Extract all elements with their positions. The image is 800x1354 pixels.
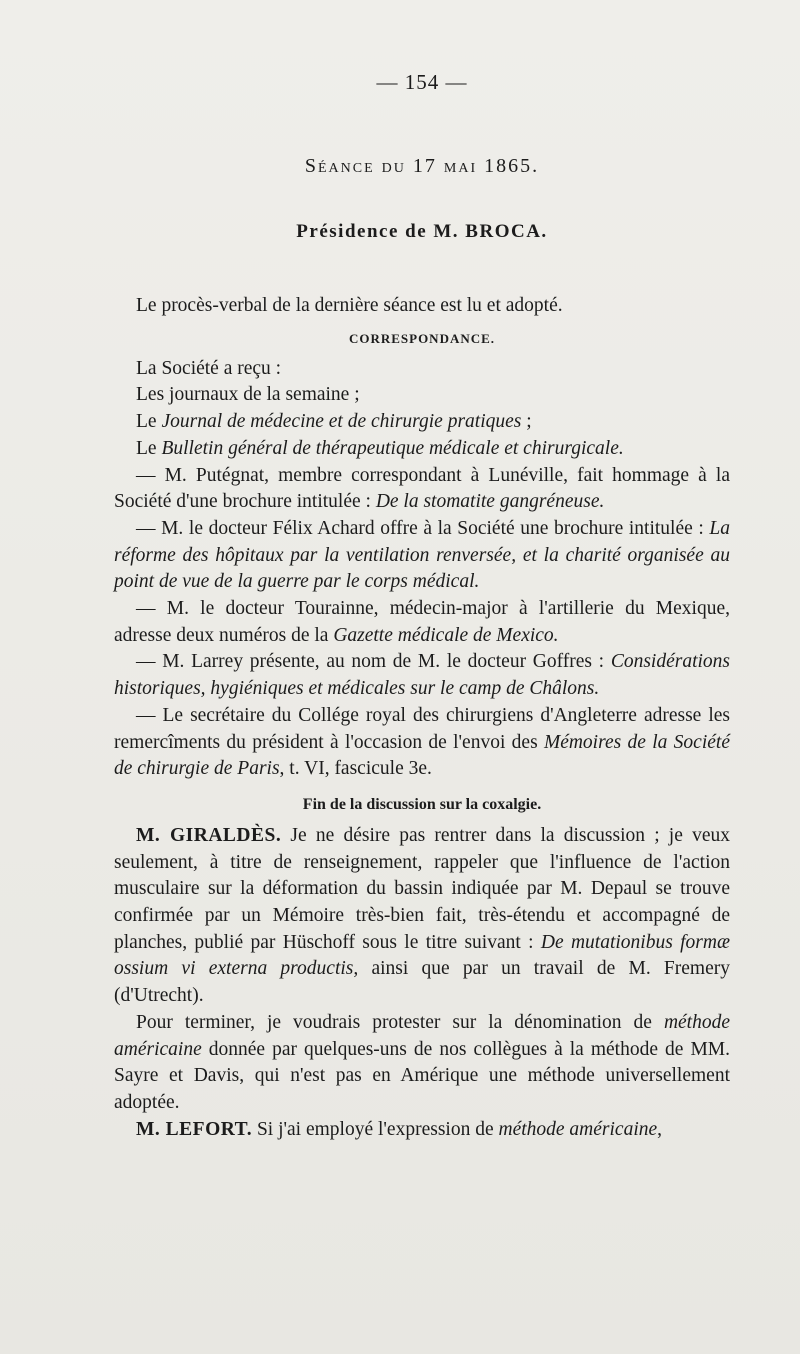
- secretaire-title: Mémoires de la Société de chirurgie de Paris: [114, 731, 730, 780]
- proces-verbal-paragraph: Le procès-verbal de la dernière séance est lu et adopté.: [136, 295, 563, 316]
- seance-title: Séance du 17 mai 1865.: [304, 155, 540, 177]
- achard-paragraph: [114, 516, 730, 596]
- larrey-text: — M. Larrey présente, au nom de M. le docteur Goffres :: [136, 651, 611, 673]
- pour-terminer-paragraph: [114, 1010, 730, 1117]
- tourainne-title: Gazette médicale de Mexico.: [333, 624, 559, 646]
- correspondance-heading: CORRESPONDANCE.: [348, 330, 496, 346]
- fin-discussion-heading: Fin de la discussion sur la coxalgie.: [302, 795, 542, 813]
- journal-1-end: ;: [521, 411, 532, 433]
- larrey-paragraph: [114, 649, 730, 702]
- achard-title: La réforme des hôpitaux par la ventilation renversée, et la charité organisée au point de vue de la guerre par le corps médical.: [114, 517, 730, 593]
- secretaire-end: , t. VI, fascicule 3e.: [279, 758, 432, 780]
- recu-line: La Société a reçu :: [136, 357, 282, 379]
- lefort-speaker: M. LEFORT.: [136, 1118, 253, 1140]
- pour-title: méthode américaine: [114, 1011, 730, 1060]
- journal-1-prefix: Le: [136, 411, 162, 433]
- journal-2-line: [114, 436, 730, 463]
- tourainne-text: — M. le docteur Tourainne, médecin-major à l'artillerie du Mexique, adresse deux numéros de la: [114, 598, 730, 646]
- presidence-line: Présidence de M. BROCA.: [296, 221, 548, 242]
- page-number: — 154 —: [376, 70, 468, 94]
- secretaire-paragraph: [114, 703, 730, 783]
- journal-1-line: [114, 409, 730, 436]
- journal-2-prefix: Le: [136, 437, 162, 459]
- giraldes-paragraph: [114, 823, 730, 1010]
- putegnat-paragraph: [114, 463, 730, 516]
- article-body: [114, 293, 730, 1143]
- larrey-title: Considérations historiques, hygiéniques et médicales sur le camp de Châlons.: [114, 651, 730, 700]
- secretaire-text: — Le secrétaire du Collége royal des chirurgiens d'Angleterre adresse les remercîments du président à l'occasion de l'envoi des: [114, 704, 730, 753]
- lefort-title: méthode américaine: [498, 1118, 658, 1140]
- giraldes-text-2: ainsi que par un travail de M. Fremery (d'Utrecht).: [114, 958, 730, 1007]
- journaux-line: Les journaux de la semaine ;: [136, 384, 360, 406]
- giraldes-text-1: Je ne désire pas rentrer dans la discussion ; je veux seulement, à titre de renseignement, rappeler que l'influence de l'action musculaire sur la déformation du bassin indiquée par M. Depaul se trouve confirmée par un Mémoire très-bien fait, très-étendu et accompagné de planches, publié par Hüschoff sous le titre suivant :: [114, 824, 730, 953]
- pour-text-1: Pour terminer, je voudrais protester sur la dénomination de: [136, 1011, 664, 1033]
- pour-text-2: donnée par quelques-uns de nos collègues à la méthode de MM. Sayre et Davis, qui n'est pas en Amérique une méthode universellement adoptée.: [114, 1038, 730, 1113]
- journal-2-title: Bulletin général de thérapeutique médicale et chirurgicale.: [161, 437, 624, 459]
- giraldes-speaker: M. GIRALDÈS.: [136, 824, 282, 846]
- giraldes-title: De mutationibus formæ ossium vi externa productis,: [114, 931, 730, 980]
- lefort-paragraph: [114, 1117, 730, 1144]
- journal-1-title: Journal de médecine et de chirurgie pratiques: [161, 411, 522, 433]
- achard-text: — M. le docteur Félix Achard offre à la Société une brochure intitulée :: [136, 517, 710, 539]
- putegnat-text: — M. Putégnat, membre correspondant à Lunéville, fait hommage à la Société d'une brochure intitulée :: [114, 464, 730, 513]
- lefort-text: Si j'ai employé l'expression de: [252, 1118, 499, 1140]
- tourainne-paragraph: [114, 596, 730, 649]
- putegnat-title: De la stomatite gangréneuse.: [375, 491, 605, 513]
- lefort-end: ,: [657, 1118, 663, 1140]
